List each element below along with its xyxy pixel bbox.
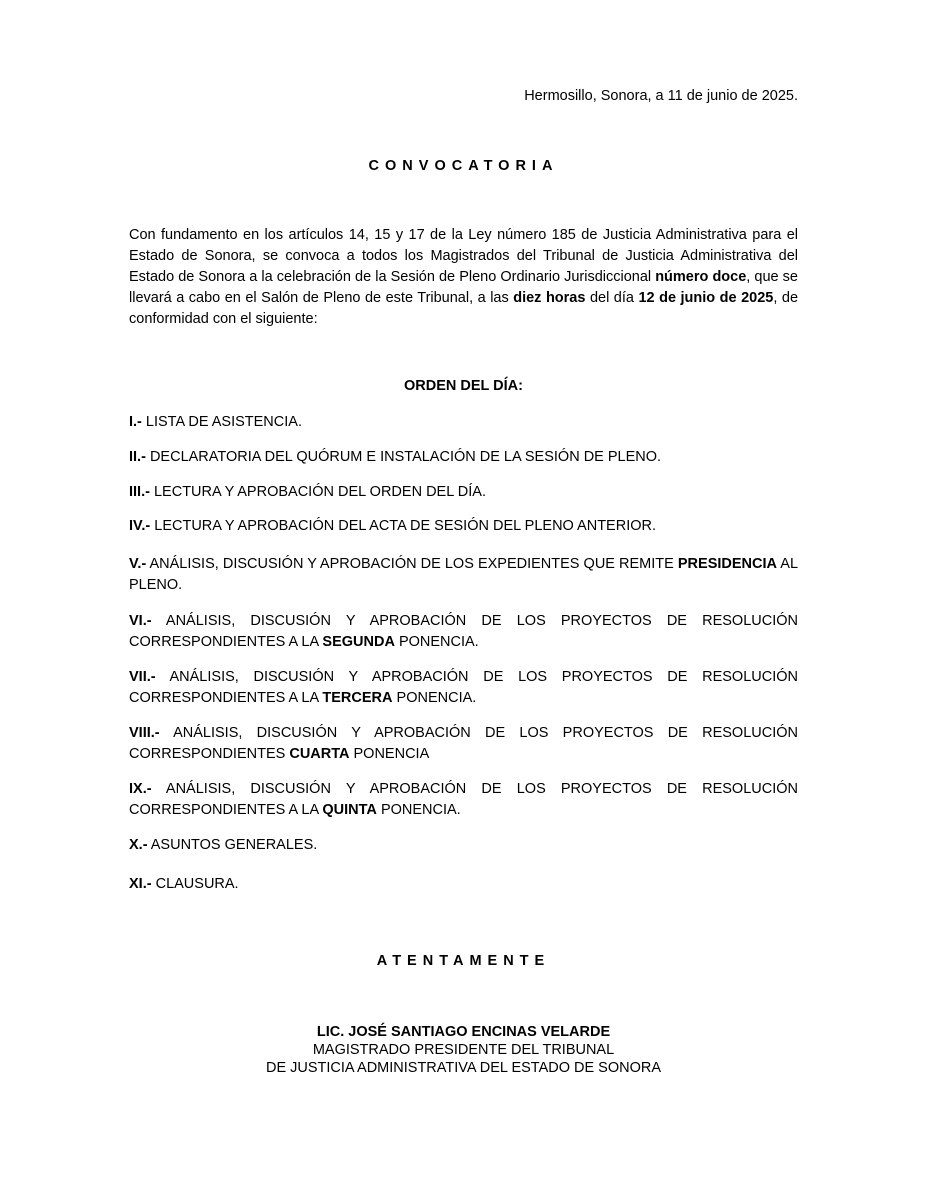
signatory-name: LIC. JOSÉ SANTIAGO ENCINAS VELARDE <box>316 1024 611 1040</box>
agenda-item-8 <box>129 723 798 765</box>
intro-session-date: 12 de junio de 2025 <box>638 290 774 306</box>
agenda-item-emphasis: PRESIDENCIA <box>677 556 777 572</box>
agenda-item-emphasis: CUARTA <box>289 746 350 762</box>
agenda-item-5 <box>129 554 798 596</box>
agenda-item-9 <box>129 779 798 821</box>
intro-text-4: , de conformidad con el siguiente: <box>129 290 799 327</box>
agenda-item-emphasis: SEGUNDA <box>322 634 395 650</box>
document-page <box>129 0 798 1200</box>
agenda-item-number: V.- <box>129 556 147 572</box>
agenda-title: ORDEN DEL DÍA: <box>404 378 523 394</box>
signature-block <box>129 1023 798 1077</box>
agenda-item-1 <box>129 412 798 433</box>
agenda-item-text: DECLARATORIA DEL QUÓRUM E INSTALACIÓN DE LA SESIÓN DE PLENO. <box>145 449 662 465</box>
closing-word: ATENTAMENTE <box>376 953 551 969</box>
intro-text-3: del día <box>585 290 639 306</box>
agenda-item-text: ANÁLISIS, DISCUSIÓN Y APROBACIÓN DE LOS PROYECTOS DE RESOLUCIÓN CORRESPONDIENTES <box>129 725 798 762</box>
agenda-item-number: VIII.- <box>129 725 160 741</box>
agenda-item-text: ANÁLISIS, DISCUSIÓN Y APROBACIÓN DE LOS EXPEDIENTES QUE REMITE <box>146 556 678 572</box>
agenda-item-text: CLAUSURA. <box>151 876 239 892</box>
signatory-title-line-1: MAGISTRADO PRESIDENTE DEL TRIBUNAL <box>312 1042 615 1058</box>
agenda-item-6 <box>129 611 798 653</box>
date-line: Hermosillo, Sonora, a 11 de junio de 2025. <box>524 88 798 104</box>
agenda-item-text-end: PONENCIA. <box>376 802 461 818</box>
agenda-item-emphasis: QUINTA <box>322 802 377 818</box>
agenda-item-2 <box>129 447 798 468</box>
agenda-item-4 <box>129 516 798 537</box>
agenda-item-number: IV.- <box>129 518 151 534</box>
intro-text-1: Con fundamento en los artículos 14, 15 y 17 de la Ley número 185 de Justicia Administrativa para el Estado de Sonora, se convoca a todos los Magistrados del Tribunal de Justicia Administrativa del Estado de Sonora a la celebración de la Sesión de Pleno Ordinario Jurisdiccional <box>129 227 798 285</box>
document-title: CONVOCATORIA <box>368 158 559 174</box>
agenda-item-number: VII.- <box>129 669 156 685</box>
agenda-item-text: ASUNTOS GENERALES. <box>147 837 318 853</box>
agenda-item-text: LISTA DE ASISTENCIA. <box>141 414 302 430</box>
agenda-item-number: II.- <box>129 449 146 465</box>
agenda-item-text: LECTURA Y APROBACIÓN DEL ORDEN DEL DÍA. <box>149 484 486 500</box>
agenda-item-number: XI.- <box>129 876 152 892</box>
agenda-item-text-end: AL PLENO. <box>129 556 799 593</box>
agenda-item-number: I.- <box>129 414 142 430</box>
agenda-item-text-end: PONENCIA. <box>394 634 479 650</box>
agenda-item-11 <box>129 874 798 895</box>
agenda-item-3 <box>129 482 798 503</box>
intro-text-2: , que se llevará a cabo en el Salón de Pleno de este Tribunal, a las <box>129 269 798 306</box>
agenda-item-text: LECTURA Y APROBACIÓN DEL ACTA DE SESIÓN DEL PLENO ANTERIOR. <box>150 518 657 534</box>
signatory-title-line-2: DE JUSTICIA ADMINISTRATIVA DEL ESTADO DE SONORA <box>265 1060 662 1076</box>
agenda-item-text: ANÁLISIS, DISCUSIÓN Y APROBACIÓN DE LOS PROYECTOS DE RESOLUCIÓN CORRESPONDIENTES A LA <box>129 669 798 706</box>
intro-session-hour: diez horas <box>513 290 586 306</box>
intro-session-number: número doce <box>655 269 747 285</box>
agenda-item-emphasis: TERCERA <box>322 690 393 706</box>
agenda-item-text-end: PONENCIA. <box>392 690 477 706</box>
agenda-item-text: ANÁLISIS, DISCUSIÓN Y APROBACIÓN DE LOS PROYECTOS DE RESOLUCIÓN CORRESPONDIENTES A LA <box>129 613 798 650</box>
agenda-item-7 <box>129 667 798 709</box>
agenda-item-number: VI.- <box>129 613 152 629</box>
intro-paragraph <box>129 225 798 330</box>
agenda-item-10 <box>129 835 798 856</box>
agenda-item-number: X.- <box>129 837 148 853</box>
agenda-item-text-end: PONENCIA <box>349 746 430 762</box>
agenda-item-text: ANÁLISIS, DISCUSIÓN Y APROBACIÓN DE LOS PROYECTOS DE RESOLUCIÓN CORRESPONDIENTES A LA <box>129 781 798 818</box>
agenda-item-number: IX.- <box>129 781 152 797</box>
agenda-item-number: III.- <box>129 484 150 500</box>
